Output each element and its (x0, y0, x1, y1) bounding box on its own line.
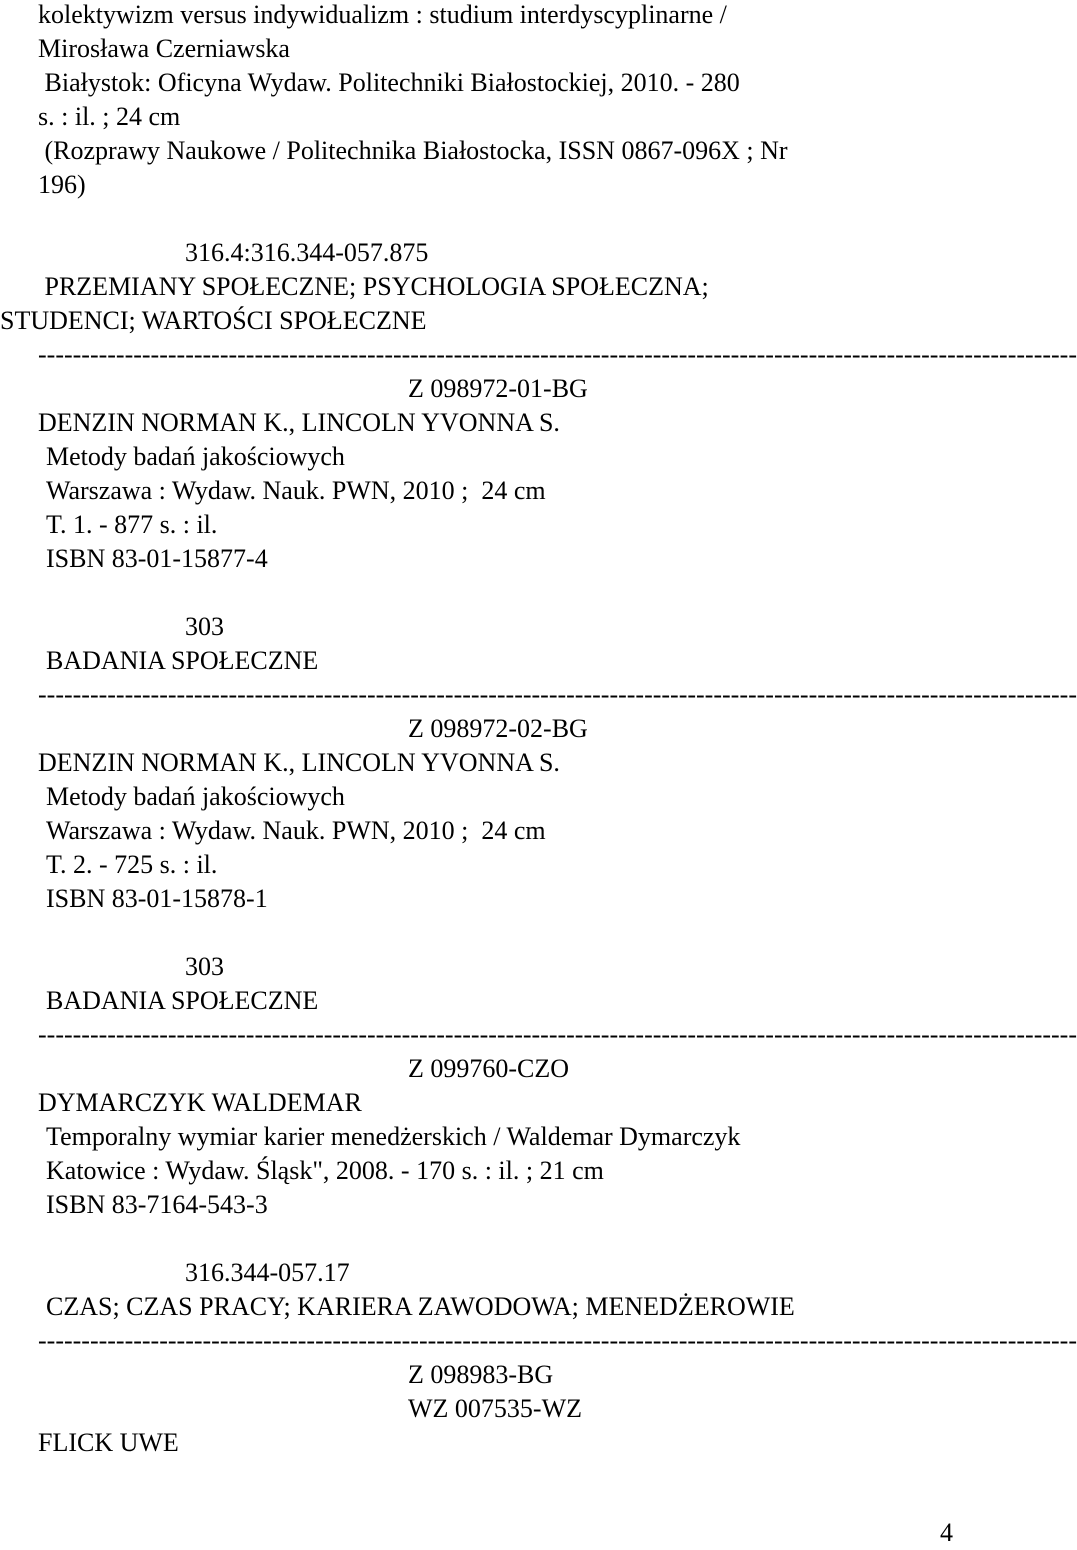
record-subjects: PRZEMIANY SPOŁECZNE; PSYCHOLOGIA SPOŁECZNA; (38, 272, 709, 301)
separator-line: ------------------------------------------------------------------------------------------------------------------------ (38, 680, 1077, 709)
record-title: Temporalny wymiar karier menedżerskich / Waldemar Dymarczyk (46, 1122, 741, 1151)
record-subjects: BADANIA SPOŁECZNE (46, 986, 319, 1015)
record-shelfmark-secondary: WZ 007535-WZ (408, 1394, 583, 1423)
record-series-line: 196) (38, 170, 86, 199)
record-series-line: (Rozprawy Naukowe / Politechnika Białostocka, ISSN 0867-096X ; Nr (38, 136, 788, 165)
record-author-line: Mirosława Czerniawska (38, 34, 290, 63)
separator-line: ------------------------------------------------------------------------------------------------------------------------ (38, 1326, 1077, 1355)
record-publication: Katowice : Wydaw. Śląsk", 2008. - 170 s. : il. ; 21 cm (46, 1156, 604, 1185)
record-title-line: kolektywizm versus indywidualizm : studium interdyscyplinarne / (38, 0, 727, 29)
record-publication: Warszawa : Wydaw. Nauk. PWN, 2010 ; 24 cm (46, 816, 546, 845)
record-subjects: CZAS; CZAS PRACY; KARIERA ZAWODOWA; MENEDŻEROWIE (46, 1292, 795, 1321)
record-subjects: BADANIA SPOŁECZNE (46, 646, 319, 675)
separator-line: ------------------------------------------------------------------------------------------------------------------------ (38, 340, 1077, 369)
record-publication: Warszawa : Wydaw. Nauk. PWN, 2010 ; 24 cm (46, 476, 546, 505)
record-author: FLICK UWE (38, 1428, 179, 1457)
record-publication-line: Białystok: Oficyna Wydaw. Politechniki Białostockiej, 2010. - 280 (38, 68, 740, 97)
record-title: Metody badań jakościowych (46, 442, 345, 471)
record-author: DENZIN NORMAN K., LINCOLN YVONNA S. (38, 408, 560, 437)
record-classification: 303 (185, 612, 224, 641)
record-isbn: ISBN 83-01-15878-1 (46, 884, 268, 913)
record-volume: T. 1. - 877 s. : il. (46, 510, 218, 539)
separator-line: ------------------------------------------------------------------------------------------------------------------------ (38, 1020, 1077, 1049)
page-number: 4 (940, 1518, 953, 1547)
record-classification: 316.4:316.344-057.875 (185, 238, 429, 267)
record-classification: 316.344-057.17 (185, 1258, 350, 1287)
record-isbn: ISBN 83-01-15877-4 (46, 544, 268, 573)
record-classification: 303 (185, 952, 224, 981)
record-shelfmark: Z 098972-02-BG (408, 714, 588, 743)
record-volume: T. 2. - 725 s. : il. (46, 850, 218, 879)
record-author: DYMARCZYK WALDEMAR (38, 1088, 362, 1117)
record-subjects: STUDENCI; WARTOŚCI SPOŁECZNE (0, 306, 427, 335)
record-title: Metody badań jakościowych (46, 782, 345, 811)
record-publication-line: s. : il. ; 24 cm (38, 102, 181, 131)
record-shelfmark: Z 099760-CZO (408, 1054, 570, 1083)
record-shelfmark: Z 098983-BG (408, 1360, 554, 1389)
record-isbn: ISBN 83-7164-543-3 (46, 1190, 268, 1219)
record-author: DENZIN NORMAN K., LINCOLN YVONNA S. (38, 748, 560, 777)
record-shelfmark: Z 098972-01-BG (408, 374, 588, 403)
